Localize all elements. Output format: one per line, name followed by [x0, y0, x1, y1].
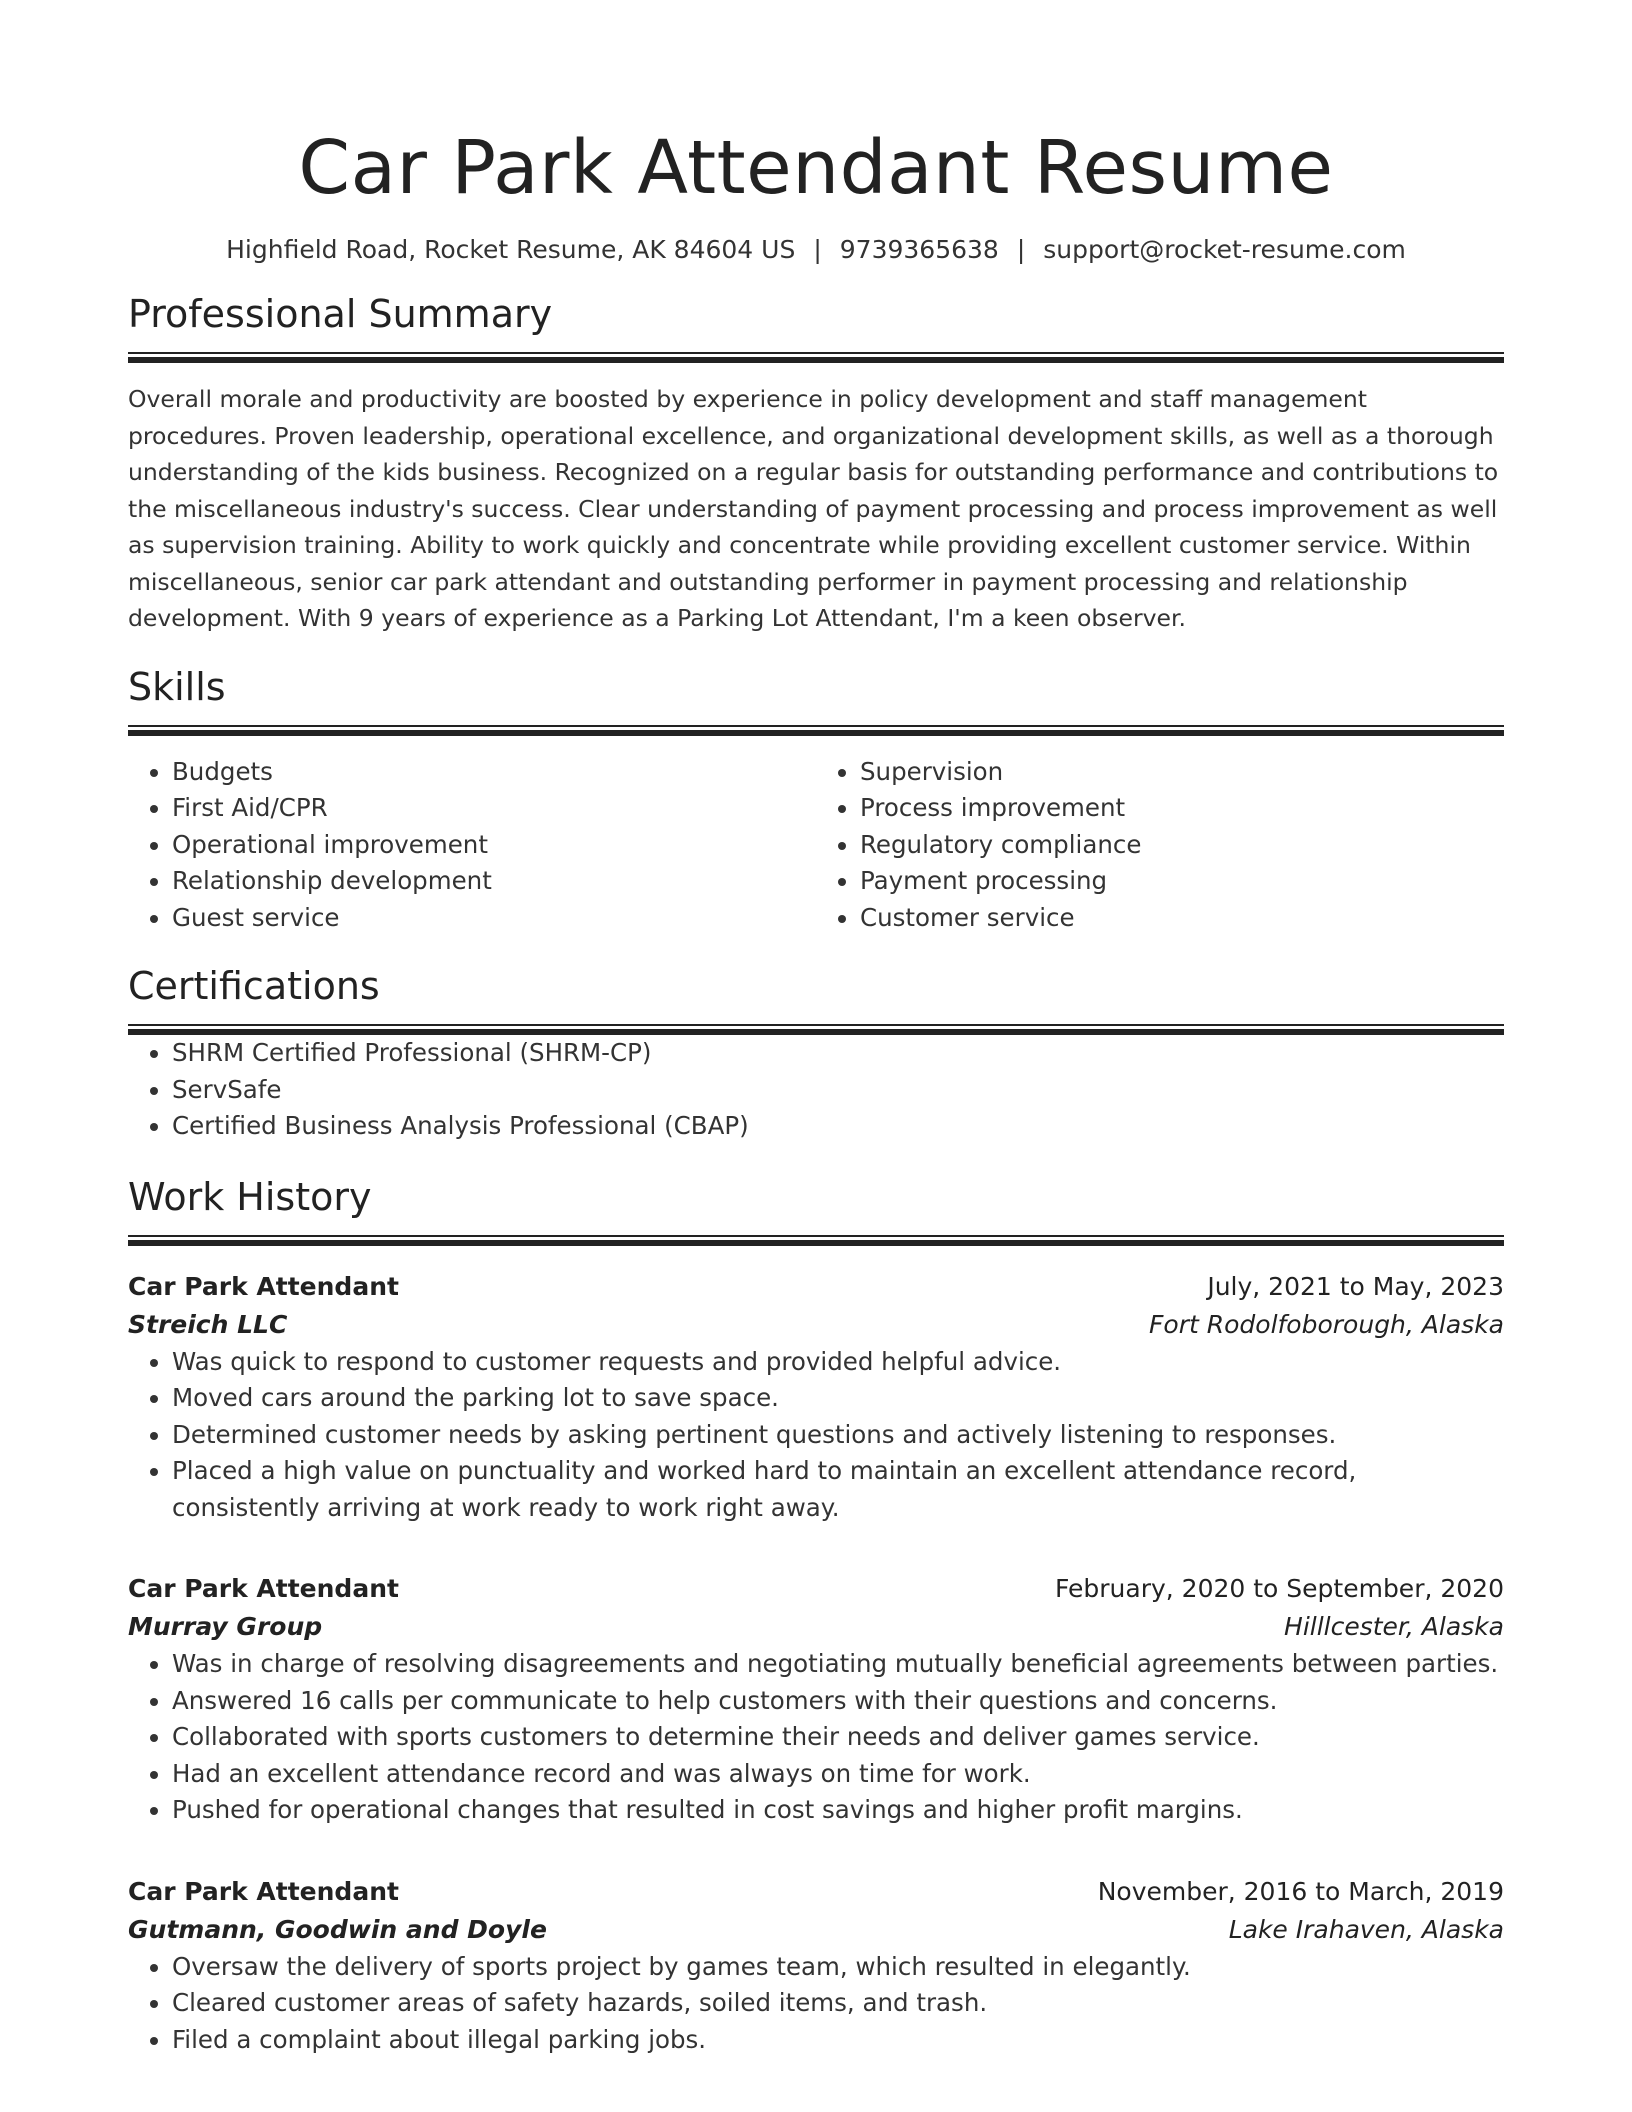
summary-heading: Professional Summary [128, 292, 553, 336]
skill-item: • Budgets [172, 754, 816, 791]
job-duties [128, 1344, 1504, 1527]
job-location: Lake Irahaven, Alaska [1228, 1914, 1504, 1944]
job-company: Murray Group [128, 1612, 323, 1641]
job-company-row [128, 1911, 1504, 1949]
job-title: Car Park Attendant [128, 1271, 399, 1301]
skill-item: • Regulatory compliance [860, 827, 1504, 864]
certifications-list [128, 1035, 1504, 1145]
skill-item: • Process improvement [860, 790, 1504, 827]
section-divider [128, 1024, 1504, 1035]
job-entry [128, 1268, 1504, 1527]
job-duty-item: • Collaborated with sports customers to determine their needs and deliver games service. [172, 1719, 1504, 1756]
job-dates: November, 2016 to March, 2019 [1097, 1876, 1504, 1906]
skill-item: • Guest service [172, 900, 816, 937]
resume-title: Car Park Attendant Resume [298, 125, 1334, 211]
job-company: Streich LLC [128, 1309, 288, 1339]
job-duty-item: • Placed a high value on punctuality and worked hard to maintain an excellent attendance record, consistently arriving at work ready to work right away. [172, 1453, 1504, 1526]
skills-list [128, 754, 1504, 937]
job-company-row [128, 1608, 1504, 1646]
skill-item: • Payment processing [860, 863, 1504, 900]
job-duty-item: • Filed a complaint about illegal parking jobs. [172, 2022, 1504, 2059]
job-duty-item: • Pushed for operational changes that resulted in cost savings and higher profit margins. [172, 1792, 1504, 1829]
section-divider [128, 1235, 1504, 1246]
job-title: Car Park Attendant [128, 1574, 399, 1603]
job-duty-item: • Oversaw the delivery of sports project by games team, which resulted in elegantly. [172, 1949, 1504, 1986]
certification-item: • SHRM Certified Professional (SHRM-CP) [172, 1035, 1504, 1072]
certifications-heading: Certifications [128, 964, 380, 1008]
certification-item: • Certified Business Analysis Professional (CBAP) [172, 1108, 1504, 1145]
job-duty-item: • Was quick to respond to customer requests and provided helpful advice. [172, 1344, 1504, 1381]
job-duty-item: • Answered 16 calls per communicate to help customers with their questions and concerns. [172, 1683, 1504, 1720]
section-divider [128, 725, 1504, 736]
skills-heading: Skills [128, 664, 226, 709]
contact-separator: | [813, 235, 822, 264]
job-company: Gutmann, Goodwin and Doyle [128, 1914, 547, 1944]
job-duty-item: • Was in charge of resolving disagreements and negotiating mutually beneficial agreements between parties. [172, 1646, 1504, 1683]
job-location: Fort Rodolfoborough, Alaska [1149, 1309, 1504, 1339]
job-company-row [128, 1306, 1504, 1344]
job-title: Car Park Attendant [128, 1876, 399, 1906]
job-duty-item: • Determined customer needs by asking pertinent questions and actively listening to responses. [172, 1417, 1504, 1454]
job-dates: February, 2020 to September, 2020 [1055, 1574, 1504, 1603]
contact-line [128, 232, 1504, 268]
work-history-heading: Work History [128, 1174, 372, 1219]
summary-text: Overall morale and productivity are boosted by experience in policy development and staff management procedures. Proven leadership, operational excellence, and organizational development skills, as well as a thorough understanding of the kids business. Recognized on a regular basis for outstanding performance and contributions to the miscellaneous industry's success. Clear understanding of payment processing and process improvement as well as supervision training. Ability to work quickly and concentrate while providing excellent customer service. Within miscellaneous, senior car park attendant and outstanding performer in payment processing and relationship development. With 9 years of experience as a Parking Lot Attendant, I'm a keen observer. [128, 385, 1499, 632]
skills-column-right [816, 754, 1504, 937]
resume-page [128, 0, 1504, 2058]
job-duty-item: • Had an excellent attendance record and was always on time for work. [172, 1756, 1504, 1793]
skill-item: • Supervision [860, 754, 1504, 791]
contact-separator: | [1016, 235, 1026, 264]
contact-email: support@rocket-resume.com [1043, 235, 1406, 264]
skill-item: • Customer service [860, 900, 1504, 937]
job-entry [128, 1873, 1504, 2059]
job-location: Hilllcester, Alaska [1284, 1612, 1504, 1641]
job-header-row [128, 1268, 1504, 1306]
job-header-row [128, 1873, 1504, 1911]
job-duty-item: • Cleared customer areas of safety hazards, soiled items, and trash. [172, 1985, 1504, 2022]
job-header-row [128, 1570, 1504, 1608]
job-duty-item: • Moved cars around the parking lot to save space. [172, 1380, 1504, 1417]
job-entry [128, 1570, 1504, 1829]
skill-item: • Operational improvement [172, 827, 816, 864]
contact-phone: 9739365638 [839, 235, 999, 264]
certification-item: • ServSafe [172, 1072, 1504, 1109]
skill-item: • First Aid/CPR [172, 790, 816, 827]
job-dates: July, 2021 to May, 2023 [1207, 1271, 1504, 1301]
job-duties [128, 1949, 1504, 2059]
skills-column-left [128, 754, 816, 937]
job-duties [128, 1646, 1504, 1829]
section-divider [128, 352, 1504, 363]
skill-item: • Relationship development [172, 863, 816, 900]
contact-address: Highfield Road, Rocket Resume, AK 84604 US [226, 235, 796, 264]
